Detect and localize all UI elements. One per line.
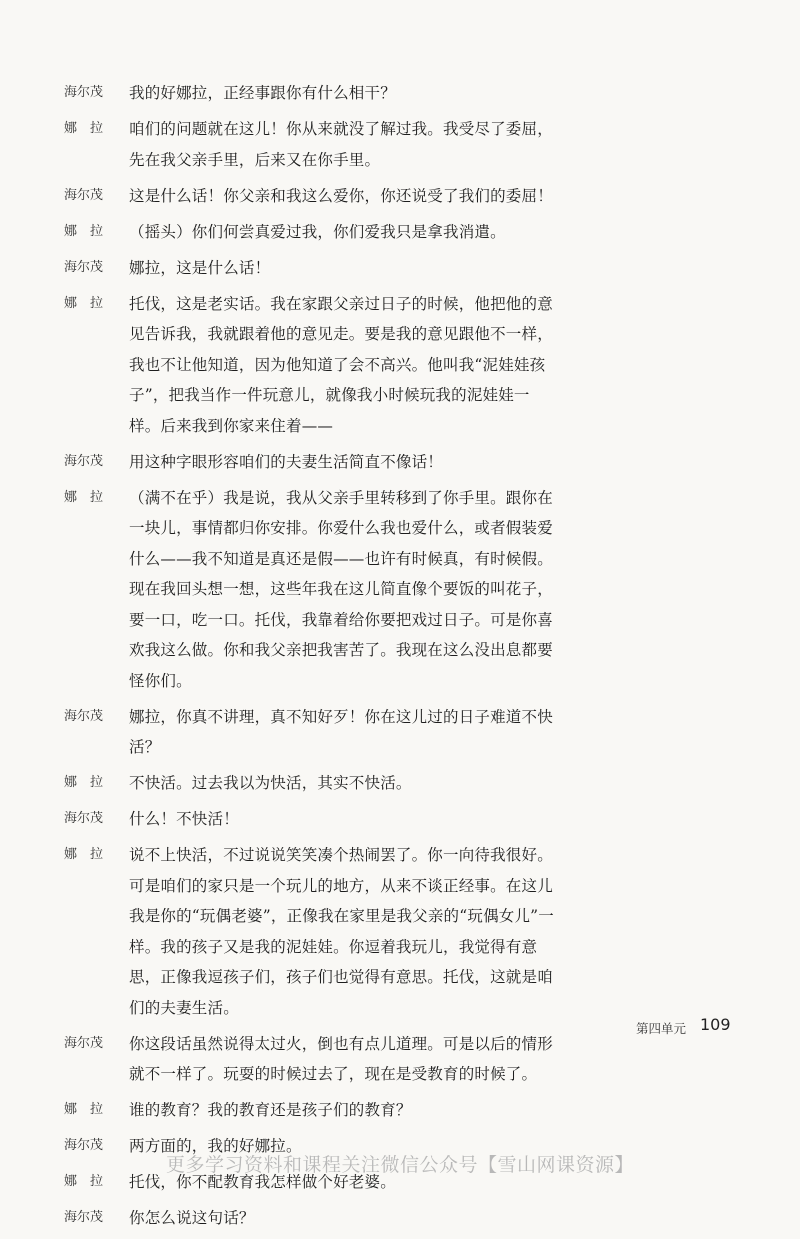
dialogue-line	[64, 804, 564, 835]
speech-text: 你怎么说这句话？	[129, 1209, 255, 1227]
speaker-name: 娜 拉	[64, 489, 104, 505]
speech-text: （摇头）你们何尝真爱过我，你们爱我只是拿我消遣。	[129, 222, 506, 241]
speech-text: 娜拉，这是什么话！	[129, 258, 271, 277]
speech-text: 娜拉，你真不讲理，真不知好歹！你在这儿过的日子难道不快活？	[129, 707, 553, 756]
speaker-name: 娜 拉	[64, 1174, 104, 1189]
dialogue-line	[64, 114, 564, 175]
speech-text: 什么！不快活！	[129, 810, 239, 828]
speech-text: 你这段话虽然说得太过火，倒也有点儿道理。可是以后的情形就不一样了。玩耍的时候过去了，现在是受教育的时候了。	[129, 1034, 553, 1083]
speaker-name: 娜 拉	[64, 775, 104, 790]
speaker-name: 海尔茂	[64, 187, 104, 203]
dialogue-line	[64, 840, 564, 1023]
speech-text: 不快活。过去我以为快活，其实不快活。	[129, 774, 412, 792]
dialogue-line	[64, 289, 564, 442]
speaker-name: 海尔茂	[64, 811, 104, 826]
speaker-name: 娜 拉	[64, 1102, 104, 1117]
speech-text: （满不在乎）我是说，我从父亲手里转移到了你手里。跟你在一块儿，事情都归你安排。你爱什么我也爱什么，或者假装爱什么——我不知道是真还是假——也许有时候真，有时候假。现在我回头想一想，这些年我在这儿简直像个要饭的叫花子，要一口，吃一口。托伐，我靠着给你要把戏过日子。可是你喜欢我这么做。你和我父亲把我害苦了。我现在这么没出息都要怪你们。	[129, 488, 553, 690]
speaker-name: 海尔茂	[64, 259, 104, 275]
dialogue-line	[64, 702, 564, 763]
speaker-name: 娜 拉	[64, 295, 104, 311]
speaker-name: 娜 拉	[64, 847, 104, 862]
watermark-text: 更多学习资料和课程关注微信公众号【雪山网课资源】	[165, 1154, 634, 1176]
speech-text: 谁的教育？我的教育还是孩子们的教育？	[129, 1101, 412, 1119]
speech-text: 两方面的，我的好娜拉。	[129, 1137, 302, 1155]
speech-text: 咱们的问题就在这儿！你从来就没了解过我。我受尽了委屈，先在我父亲手里，后来又在你手里。	[129, 120, 553, 169]
dialogue-line	[64, 78, 564, 109]
speaker-name: 海尔茂	[64, 453, 104, 469]
dialogue-line	[64, 1095, 564, 1126]
dialogue-line	[64, 1029, 564, 1090]
dialogue-line	[64, 768, 564, 799]
dialogue-line	[64, 447, 564, 478]
speech-text: 这是什么话！你父亲和我这么爱你，你还说受了我们的委屈！	[129, 186, 553, 205]
speech-text: 托伐，这是老实话。我在家跟父亲过日子的时候，他把他的意见告诉我，我就跟着他的意见走。要是我的意见跟他不一样，我也不让他知道，因为他知道了会不高兴。他叫我“泥娃娃孩子”，把我当作一件玩意儿，就像我小时候玩我的泥娃娃一样。后来我到你家来住着——	[129, 294, 553, 435]
speaker-name: 娜 拉	[64, 121, 104, 136]
speech-text: 托伐，你不配教育我怎样做个好老婆。	[129, 1173, 396, 1191]
unit-label: 第四单元	[636, 1021, 687, 1036]
dialogue-line	[64, 483, 564, 697]
speech-text: 我的好娜拉，正经事跟你有什么相干？	[129, 84, 396, 102]
play-dialogue	[64, 78, 564, 1239]
page-number: 109	[700, 1015, 731, 1034]
dialogue-line	[64, 1203, 564, 1234]
dialogue-line	[64, 253, 564, 284]
speaker-name: 海尔茂	[64, 85, 104, 100]
speaker-name: 海尔茂	[64, 1138, 104, 1153]
speaker-name: 海尔茂	[64, 1035, 104, 1051]
dialogue-line	[64, 181, 564, 212]
speaker-name: 海尔茂	[64, 708, 104, 724]
speech-text: 用这种字眼形容咱们的夫妻生活简直不像话！	[129, 452, 444, 471]
speech-text: 说不上快活，不过说说笑笑凑个热闹罢了。你一向待我很好。可是咱们的家只是一个玩儿的地方，从来不谈正经事。在这儿我是你的“玩偶老婆”，正像我在家里是我父亲的“玩偶女儿”一样。我的孩子又是我的泥娃娃。你逗着我玩儿，我觉得有意思，正像我逗孩子们，孩子们也觉得有意思。托伐，这就是咱们的夫妻生活。	[129, 846, 554, 1017]
dialogue-line	[64, 217, 564, 248]
speaker-name: 娜 拉	[64, 223, 104, 239]
speaker-name: 海尔茂	[64, 1210, 104, 1225]
